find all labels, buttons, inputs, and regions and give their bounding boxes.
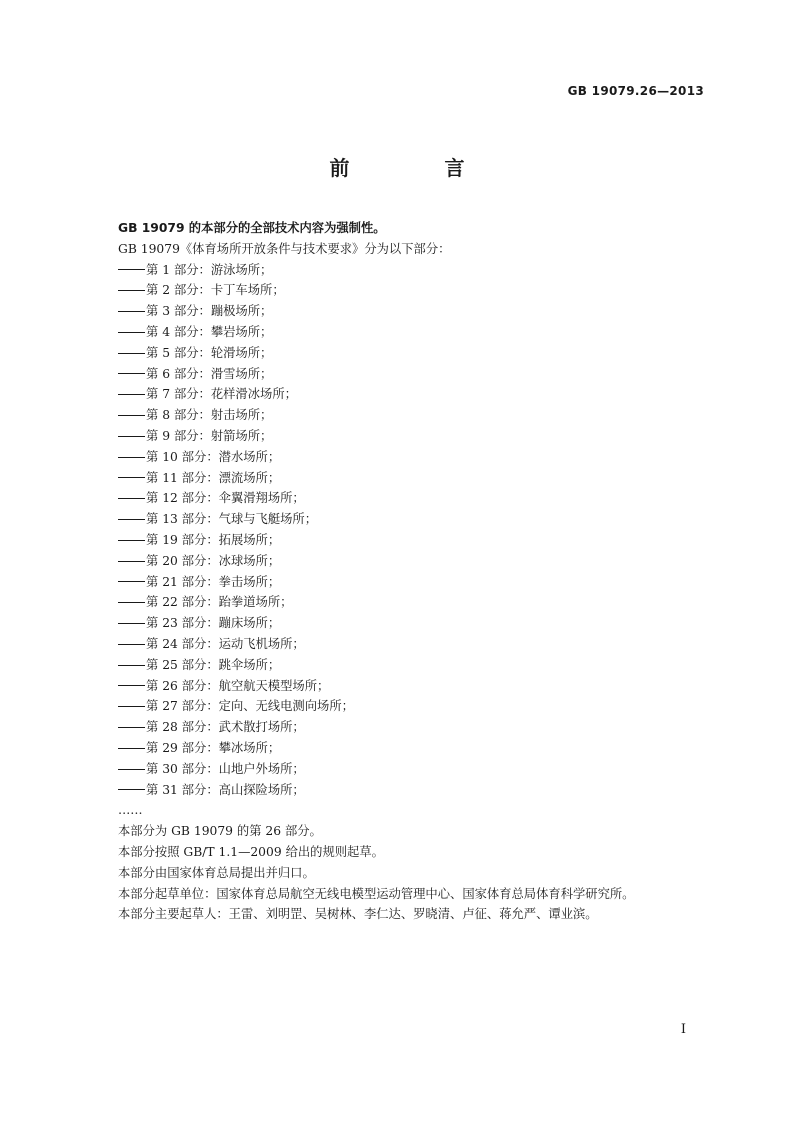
em-dash-marker [118, 373, 145, 374]
part-list-item [118, 759, 708, 780]
closing-paragraph: 本部分由国家体育总局提出并归口。 [118, 865, 315, 880]
part-list-item [118, 530, 708, 551]
em-dash-marker [118, 415, 145, 416]
em-dash-marker [118, 602, 145, 603]
em-dash-marker [118, 477, 145, 478]
part-label: 第 1 部分：游泳场所； [146, 262, 273, 277]
em-dash-marker [118, 685, 145, 686]
em-dash-marker [118, 353, 145, 354]
part-label: 第 29 部分：攀冰场所； [146, 740, 281, 755]
ellipsis: …… [118, 803, 143, 818]
part-list-item [118, 551, 708, 572]
part-label: 第 4 部分：攀岩场所； [146, 324, 273, 339]
standard-code: GB 19079.26—2013 [567, 84, 704, 98]
em-dash-marker [118, 769, 145, 770]
part-list-item [118, 405, 708, 426]
em-dash-marker [118, 789, 145, 790]
part-list-item [118, 488, 708, 509]
part-label: 第 25 部分：跳伞场所； [146, 657, 281, 672]
part-list-item [118, 780, 708, 801]
part-list-item [118, 634, 708, 655]
part-list-item [118, 260, 708, 281]
part-label: 第 26 部分：航空航天模型场所； [146, 678, 330, 693]
part-list-item [118, 322, 708, 343]
part-list-item [118, 613, 708, 634]
em-dash-marker [118, 332, 145, 333]
part-list-item [118, 572, 708, 593]
closing-paragraph: 本部分起草单位：国家体育总局航空无线电模型运动管理中心、国家体育总局体育科学研究所。 [118, 886, 635, 901]
part-list-item [118, 655, 708, 676]
part-label: 第 31 部分：高山探险场所； [146, 782, 305, 797]
part-label: 第 10 部分：潜水场所； [146, 449, 281, 464]
part-label: 第 7 部分：花样滑冰场所； [146, 387, 297, 402]
document-body [118, 218, 708, 925]
part-label: 第 27 部分：定向、无线电测向场所； [146, 699, 354, 714]
em-dash-marker [118, 540, 145, 541]
part-list-item [118, 447, 708, 468]
em-dash-marker [118, 436, 145, 437]
em-dash-marker [118, 581, 145, 582]
em-dash-marker [118, 457, 145, 458]
part-label: 第 30 部分：山地户外场所； [146, 761, 305, 776]
em-dash-marker [118, 290, 145, 291]
em-dash-marker [118, 623, 145, 624]
part-label: 第 3 部分：蹦极场所； [146, 304, 273, 319]
part-label: 第 8 部分：射击场所； [146, 408, 273, 423]
part-label: 第 24 部分：运动飞机场所； [146, 636, 305, 651]
part-label: 第 13 部分：气球与飞艇场所； [146, 512, 318, 527]
part-list-item [118, 364, 708, 385]
part-label: 第 2 部分：卡丁车场所； [146, 283, 285, 298]
part-list-item [118, 738, 708, 759]
part-label: 第 20 部分：冰球场所； [146, 553, 281, 568]
parts-list [118, 260, 708, 801]
mandatory-note: GB 19079 的本部分的全部技术内容为强制性。 [118, 221, 386, 235]
page-title: 前 言 [329, 156, 509, 180]
part-list-item [118, 468, 708, 489]
em-dash-marker [118, 498, 145, 499]
part-list-item [118, 384, 708, 405]
intro-paragraph: GB 19079《体育场所开放条件与技术要求》分为以下部分： [118, 241, 451, 256]
part-label: 第 28 部分：武术散打场所； [146, 720, 305, 735]
part-label: 第 11 部分：漂流场所； [146, 470, 281, 485]
part-list-item [118, 426, 708, 447]
part-list-item [118, 717, 708, 738]
part-label: 第 22 部分：跆拳道场所； [146, 595, 293, 610]
em-dash-marker [118, 665, 145, 666]
part-list-item [118, 343, 708, 364]
em-dash-marker [118, 394, 145, 395]
part-list-item [118, 301, 708, 322]
em-dash-marker [118, 311, 145, 312]
part-label: 第 5 部分：轮滑场所； [146, 345, 273, 360]
closing-paragraphs [118, 821, 708, 925]
part-label: 第 23 部分：蹦床场所； [146, 616, 281, 631]
part-list-item [118, 280, 708, 301]
em-dash-marker [118, 748, 145, 749]
em-dash-marker [118, 706, 145, 707]
closing-paragraph: 本部分按照 GB/T 1.1—2009 给出的规则起草。 [118, 844, 384, 859]
em-dash-marker [118, 269, 145, 270]
closing-paragraph: 本部分为 GB 19079 的第 26 部分。 [118, 824, 322, 839]
part-label: 第 19 部分：拓展场所； [146, 532, 281, 547]
part-list-item [118, 509, 708, 530]
part-label: 第 12 部分：伞翼滑翔场所； [146, 491, 305, 506]
part-label: 第 21 部分：拳击场所； [146, 574, 281, 589]
part-label: 第 6 部分：滑雪场所； [146, 366, 273, 381]
em-dash-marker [118, 519, 145, 520]
closing-paragraph: 本部分主要起草人：王雷、刘明罡、吴树林、李仁达、罗晓清、卢征、蒋允严、谭业滨。 [118, 907, 598, 922]
em-dash-marker [118, 644, 145, 645]
em-dash-marker [118, 727, 145, 728]
part-list-item [118, 696, 708, 717]
em-dash-marker [118, 561, 145, 562]
part-list-item [118, 592, 708, 613]
page-number: I [680, 1022, 686, 1037]
part-list-item [118, 676, 708, 697]
part-label: 第 9 部分：射箭场所； [146, 428, 273, 443]
